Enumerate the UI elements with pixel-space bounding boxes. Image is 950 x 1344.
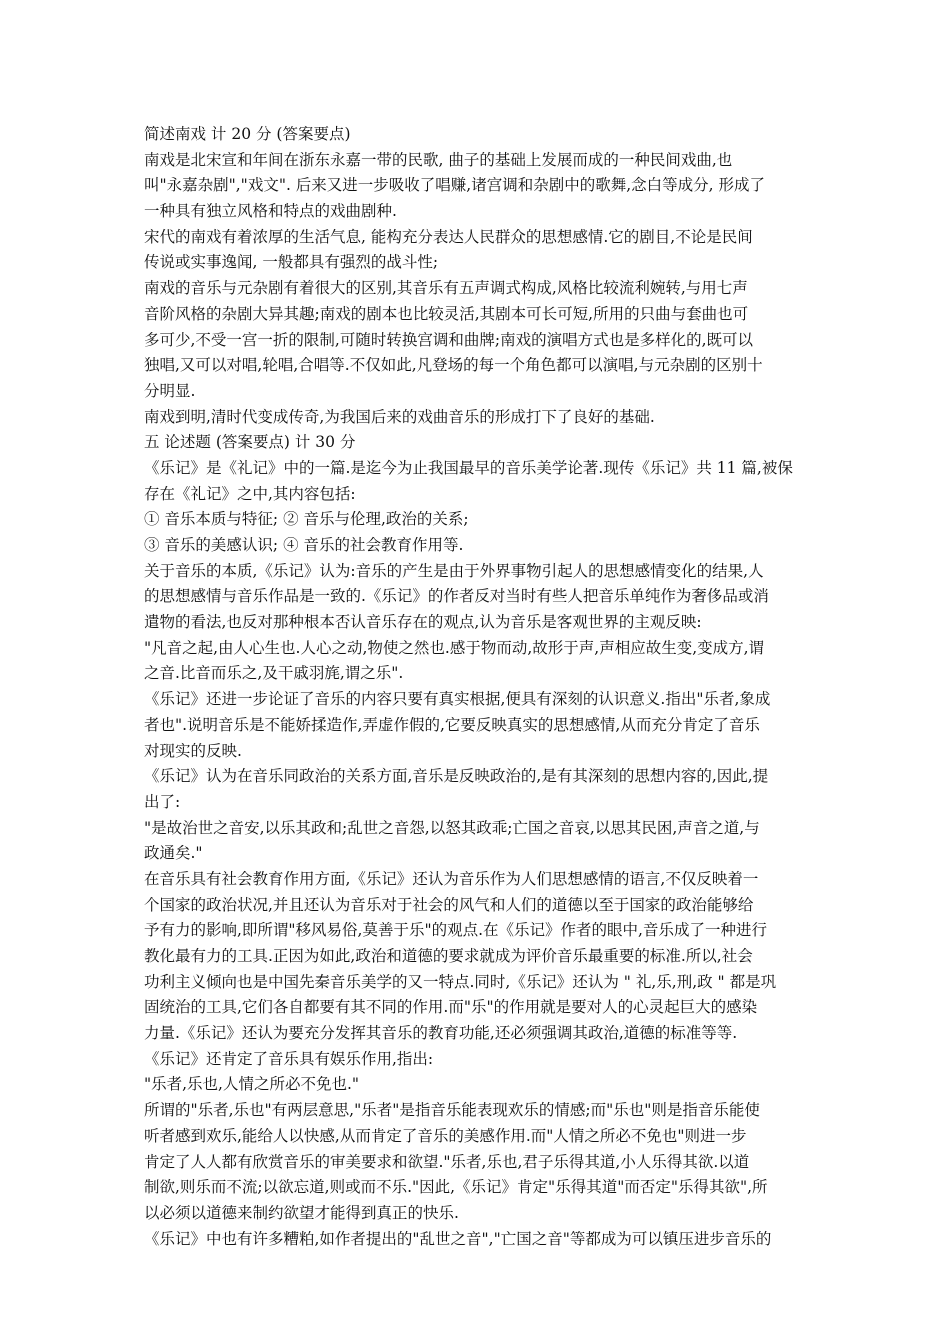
- text-line: 固统治的工具,它们各自都要有其不同的作用.而"乐"的作用就是要对人的心灵起巨大的感染: [144, 998, 758, 1017]
- text-line: "是故治世之音安,以乐其政和;乱世之音怨,以怒其政乖;亡国之音哀,以思其民困,声音之道,与: [144, 818, 760, 837]
- text-line: 对现实的反映.: [144, 741, 242, 760]
- text-line: 之音.比音而乐之,及干戚羽旄,谓之乐".: [144, 664, 404, 683]
- text-line: 个国家的政治状况,并且还认为音乐对于社会的风气和人们的道德以至于国家的政治能够给: [144, 895, 754, 914]
- text-line: 《乐记》还肯定了音乐具有娱乐作用,指出:: [144, 1049, 434, 1068]
- text-line: 政通矣.": [144, 844, 203, 863]
- text-line: 听者感到欢乐,能给人以快感,从而肯定了音乐的美感作用.而"人情之所必不免也"则进一步: [144, 1126, 747, 1145]
- text-line: 功利主义倾向也是中国先秦音乐美学的又一特点.同时,《乐记》还认为 " 礼,乐,刑,政 " 都是巩: [144, 972, 777, 991]
- text-line: 宋代的南戏有着浓厚的生活气息, 能构充分表达人民群众的思想感情.它的剧目,不论是民间: [144, 227, 753, 246]
- document-body: [144, 122, 812, 1252]
- text-line: 传说或实事逸闻, 一般都具有强烈的战斗性;: [144, 253, 439, 272]
- text-line: 多可少,不受一宫一折的限制,可随时转换宫调和曲牌;南戏的演唱方式也是多样化的,既可以: [144, 330, 754, 349]
- text-line: 的思想感情与音乐作品是一致的.《乐记》的作者反对当时有些人把音乐单纯作为奢侈品或消: [144, 587, 769, 606]
- text-line: 简述南戏 计 20 分 (答案要点): [144, 125, 351, 143]
- text-line: 五 论述题 (答案要点) 计 30 分: [144, 433, 356, 452]
- text-line: 《乐记》认为在音乐同政治的关系方面,音乐是反映政治的,是有其深刻的思想内容的,因此,提: [144, 767, 769, 786]
- text-line: ① 音乐本质与特征; ② 音乐与伦理,政治的关系;: [144, 510, 469, 529]
- text-line: 《乐记》中也有许多糟粕,如作者提出的"乱世之音","亡国之音"等都成为可以镇压进步音乐的: [144, 1229, 772, 1248]
- text-line: 者也".说明音乐是不能娇揉造作,弄虚作假的,它要反映真实的思想感情,从而充分肯定了音乐: [144, 715, 760, 734]
- text-line: 叫"永嘉杂剧","戏文". 后来又进一步吸收了唱赚,诸宫调和杂剧中的歌舞,念白等成分, 形成了: [144, 176, 766, 195]
- text-line: 分明显.: [144, 381, 196, 400]
- text-line: 《乐记》是《礼记》中的一篇.是迄今为止我国最早的音乐美学论著.现传《乐记》共 11 篇,被保: [144, 458, 793, 477]
- text-line: 在音乐具有社会教育作用方面,《乐记》还认为音乐作为人们思想感情的语言,不仅反映着一: [144, 869, 759, 888]
- text-line: "凡音之起,由人心生也.人心之动,物使之然也.感于物而动,故形于声,声相应故生变,变成方,谓: [144, 638, 765, 657]
- text-line: 音阶风格的杂剧大异其趣;南戏的剧本也比较灵活,其剧本可长可短,所用的只曲与套曲也可: [144, 304, 749, 323]
- text-line: ③ 音乐的美感认识; ④ 音乐的社会教育作用等.: [144, 536, 464, 554]
- text-line: 教化最有力的工具.正因为如此,政治和道德的要求就成为评价音乐最重要的标准.所以,社会: [144, 947, 753, 965]
- text-line: 予有力的影响,即所谓"移风易俗,莫善于乐"的观点.在《乐记》作者的眼中,音乐成了一种进行: [144, 921, 767, 940]
- text-line: 以必须以道德来制约欲望才能得到真正的快乐.: [144, 1203, 459, 1222]
- text-line: 存在《礼记》之中,其内容包括:: [144, 484, 356, 503]
- text-line: 所谓的"乐者,乐也"有两层意思,"乐者"是指音乐能表现欢乐的情感;而"乐也"则是指音乐能使: [144, 1101, 760, 1120]
- text-line: 肯定了人人都有欣赏音乐的审美要求和欲望."乐者,乐也,君子乐得其道,小人乐得其欲.以道: [144, 1152, 750, 1171]
- text-line: 关于音乐的本质,《乐记》认为:音乐的产生是由于外界事物引起人的思想感情变化的结果,人: [144, 561, 764, 580]
- text-line: 南戏到明,清时代变成传奇,为我国后来的戏曲音乐的形成打下了良好的基础.: [144, 407, 655, 426]
- text-line: 一种具有独立风格和特点的戏曲剧种.: [144, 202, 397, 221]
- text-line: 力量.《乐记》还认为要充分发挥其音乐的教育功能,还必须强调其政治,道德的标准等等.: [144, 1024, 738, 1043]
- text-line: "乐者,乐也,人情之所必不免也.": [144, 1075, 360, 1094]
- text-line: 南戏的音乐与元杂剧有着很大的区别,其音乐有五声调式构成,风格比较流利婉转,与用七声: [144, 279, 748, 298]
- text-line: 《乐记》还进一步论证了音乐的内容只要有真实根据,便具有深刻的认识意义.指出"乐者,象成: [144, 690, 771, 709]
- text-line: 遣物的看法,也反对那种根本否认音乐存在的观点,认为音乐是客观世界的主观反映:: [144, 613, 702, 632]
- text-line: 制欲,则乐而不流;以欲忘道,则或而不乐."因此,《乐记》肯定"乐得其道"而否定"乐得其欲",所: [144, 1178, 768, 1197]
- text-line: 出了:: [144, 792, 181, 811]
- text-line: 独唱,又可以对唱,轮唱,合唱等.不仅如此,凡登场的每一个角色都可以演唱,与元杂剧的区别十: [144, 356, 763, 375]
- text-line: 南戏是北宋宣和年间在浙东永嘉一带的民歌, 曲子的基础上发展而成的一种民间戏曲,也: [144, 150, 733, 169]
